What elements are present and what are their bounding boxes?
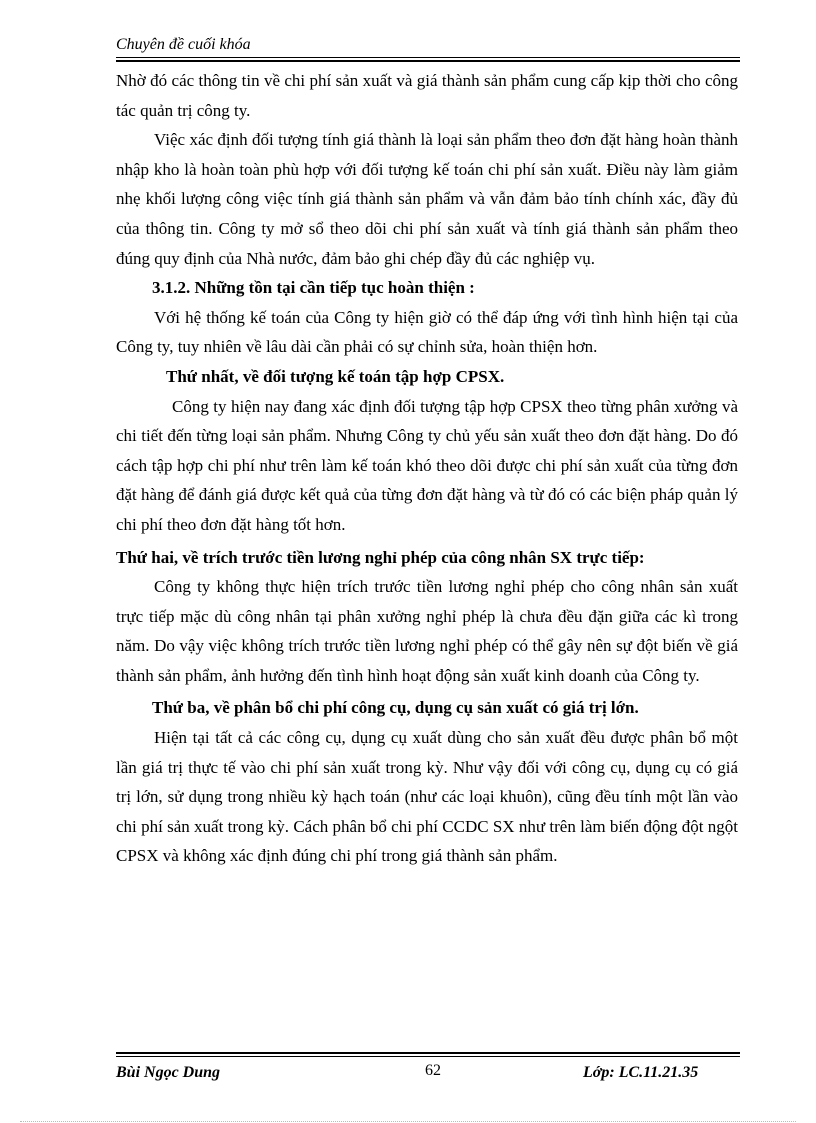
page-number: 62 <box>425 1062 441 1079</box>
page-bottom-edge <box>20 1121 796 1122</box>
paragraph-5: Công ty không thực hiện trích trước tiền lương nghỉ phép cho công nhân sản xuất trực tiếp mặc dù công nhân tại phân xưởng nghỉ phép là chưa đều đặn giữa các kì trong năm. Do vậy việc không trích trước tiền lương nghỉ phép có thể gây nên sự đột biến về giá thành sản phẩm, ảnh hưởng đến tình hình hoạt động sản xuất kinh doanh của Công ty. <box>116 577 738 685</box>
paragraph-4: Công ty hiện nay đang xác định đối tượng tập hợp CPSX theo từng phân xưởng và chi tiết đến từng loại sản phẩm. Nhưng Công ty chủ yếu sản xuất theo đơn đặt hàng. Do đó cách tập hợp chi phí như trên làm kế toán khó theo dõi được chi phí sản xuất của từng đơn đặt hàng để đánh giá được kết quả của từng đơn đặt hàng và từ đó có các biện pháp quản lý chi phí theo đơn đặt hàng tốt hơn. <box>116 396 738 534</box>
header-rule-thin <box>116 57 740 58</box>
heading-second: Thứ hai, về trích trước tiền lương nghỉ phép của công nhân SX trực tiếp: <box>116 547 645 567</box>
footer-class: Lớp: LC.11.21.35 <box>583 1064 699 1081</box>
footer-rule-thick <box>116 1052 740 1054</box>
header-rule-thick <box>116 60 740 62</box>
paragraph-1: Nhờ đó các thông tin về chi phí sản xuất và giá thành sản phẩm cung cấp kịp thời cho công tác quản trị công ty. <box>116 71 738 120</box>
header-title: Chuyên đề cuối khóa <box>116 36 251 53</box>
paragraph-2: Việc xác định đối tượng tính giá thành là loại sản phẩm theo đơn đặt hàng hoàn thành nhập kho là hoàn toàn phù hợp với đối tượng kế toán chi phí sản xuất. Điều này làm giảm nhẹ khối lượng công việc tính giá thành sản phẩm và vẫn đảm bảo tính chính xác, đầy đủ của thông tin. Công ty mở sổ theo dõi chi phí sản xuất và tính giá thành sản phẩm theo đúng quy định của Nhà nước, đảm bảo ghi chép đầy đủ các nghiệp vụ. <box>116 130 738 268</box>
footer-author: Bùi Ngọc Dung <box>116 1064 221 1081</box>
footer-rule-thin <box>116 1056 740 1057</box>
paragraph-3: Với hệ thống kế toán của Công ty hiện giờ có thể đáp ứng với tình hình hiện tại của Công ty, tuy nhiên về lâu dài cần phải có sự chỉnh sửa, hoàn thiện hơn. <box>116 307 738 357</box>
section-heading: 3.1.2. Những tồn tại cần tiếp tục hoàn thiện : <box>152 278 475 298</box>
document-body <box>116 66 738 871</box>
heading-first: Thứ nhất, về đối tượng kế toán tập hợp CPSX. <box>166 366 505 386</box>
paragraph-6: Hiện tại tất cả các công cụ, dụng cụ xuất dùng cho sản xuất đều được phân bổ một lần giá trị thực tế vào chi phí sản xuất trong kỳ. Như vậy đối với công cụ, dụng cụ có giá trị lớn, sử dụng trong nhiều kỳ hạch toán (như các loại khuôn), cũng đều tính một lần vào chi phí sản xuất trong kỳ. Cách phân bổ chi phí CCDC SX như trên làm biến động đột ngột CPSX và không xác định đúng chi phí trong giá thành sản phẩm. <box>116 728 738 866</box>
heading-third: Thứ ba, về phân bổ chi phí công cụ, dụng cụ sản xuất có giá trị lớn. <box>152 698 639 718</box>
